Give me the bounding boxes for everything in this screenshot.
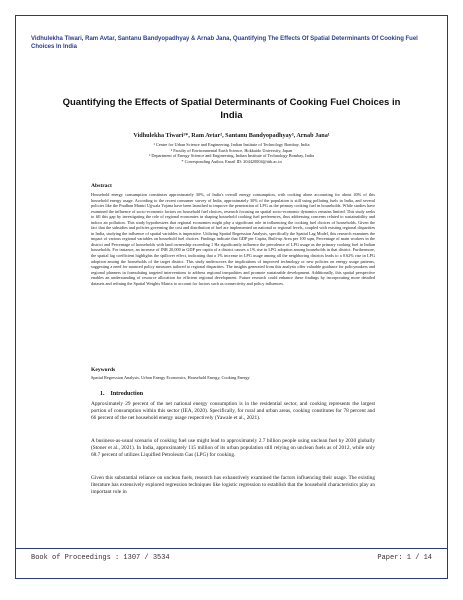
- introduction-heading: 1. Introduction: [100, 391, 144, 397]
- paper-page-counter: Paper: 1 / 14: [377, 554, 432, 562]
- affiliation-3: ³ Department of Energy Science and Engineering, Indian Institute of Technology Bombay, India: [149, 153, 314, 159]
- running-header: Vidhulekha Tiwari, Ram Avtar, Santanu Bandyopadhyay & Arnab Jana, Quantifying The Effects Of Spatial Determinants Of Cooking Fuel Choices In India: [31, 36, 418, 50]
- abstract-text: Household energy consumption constitutes approximately 30%, of India's overall energy consumption, with cooking alone accounting for about 40% of this household energy usage. According to the recent consumer survey of India, approximately 30% of the population is still using polluting fuels in India, and several policies like the Pradhan Mantri Ujjwala Yojana have been launched to improve the penetration of LPG as the primary cooking fuel in households. While studies have examined the influence of socio-economic factors on household fuel choices, research focusing on spatial socio-economic dynamics remains limited. This study seeks to fill this gap by investigating the role of regional economies in shaping household cooking fuel preferences, thus addressing concerns related to sustainability and indoor air pollution. This study hypothesizes that regional economies might play a significant role in influencing the cooking fuel choices of households. Given the fact that the subsidies and policies governing the cost and distribution of fuel are implemented on national or regional levels, coupled with existing regional disparities in India, studying the influence of spatial variables is imperative. Utilizing Spatial Regression Analysis, specifically the Spatial Lag Model, this research examines the impact of various regional variables on household fuel choices. Findings indicate that GDP per Capita, Built-up Area per 100 sqm, Percentage of main workers in the district and Percentage of households with land ownership exceeding 1 Ha significantly influence the prevalence of LPG usage as the primary cooking fuel in Indian households. For instance, an increase of INR 20,000 in GDP per capita of a district causes a 1% rise in LPG adoption among households in that district. Furthermore, the spatial lag coefficient highlights the spillover effect, indicating that a 1% increase in LPG usage among all the neighboring districts leads to a 0.62% rise in LPG adoption among the households of the target district. This study underscores the implications of improved technology or new policies on energy usage patterns, suggesting a need for nuanced policy measures tailored to regional disparities. The insights generated from this analysis offer valuable guidance for policymakers and regional planners in formulating targeted interventions to address regional inequalities and promote sustainable development. Additionally, this spatial perspective enables an understanding of resource allocation for efficient regional development. Future research could enhance these findings by incorporating more detailed datasets and refining the Spatial Weights Matrix to account for factors such as connectivity and policy influences.: [91, 192, 375, 286]
- intro-paragraph-2: A business-as-usual scenario of cooking fuel use might lead to approximately 2.7 billion people using unclean fuel by 2030 globally (Stoner et al., 2021). In India, approximately 115 million of its urban population still relying on unclean fuels as of 2012, while only 68.7 percent of utilizes Liquified Petroleum Gas (LPG) for cooking.: [91, 438, 375, 459]
- keywords-heading: Keywords: [91, 367, 116, 373]
- intro-paragraph-3: Given this substantial reliance on unclean fuels, research has exhaustively examined the factors influencing their usage. The existing literature has extensively explored regression techniques like logistic regression to establish that the household characteristics play an important role in: [91, 475, 375, 496]
- affiliation-1: ¹ Centre for Urban Science and Engineering, Indian Institute of Technology Bombay, India: [153, 142, 310, 147]
- corresponding-author: * Corresponding Author, Email ID: 204420004@iitb.ac.in: [181, 158, 282, 164]
- paper-title: Quantifying the Effects of Spatial Determinants of Cooking Fuel Choices in India: [62, 97, 401, 121]
- affiliation-2: ² Faculty of Environmental Earth Science, Hokkaido University, Japan: [170, 147, 293, 153]
- author-list: Vidhulekha Tiwari¹*, Ram Avtar², Santanu Bandyopadhyay³, Arnab Jana¹: [133, 132, 330, 139]
- affiliations: [60, 142, 403, 164]
- proceedings-page-counter: Book of Proceedings : 1307 / 3534: [31, 554, 170, 562]
- abstract-heading: Abstract: [91, 183, 112, 189]
- keywords-text: Spatial Regression Analysis, Urban Energy Economics, Household Energy, Cooking Energy: [91, 375, 250, 380]
- intro-paragraph-1: Approximately 29 percent of the net national energy consumption is in the residential sector, and cooking represents the largest portion of consumption within this sector (IEA, 2020). Specifically, for rural and urban areas, cooking constitutes for 78 percent and 66 percent of the net household energy usage respectively (Yawale et al., 2021).: [91, 401, 375, 422]
- footer-divider: [15, 548, 448, 549]
